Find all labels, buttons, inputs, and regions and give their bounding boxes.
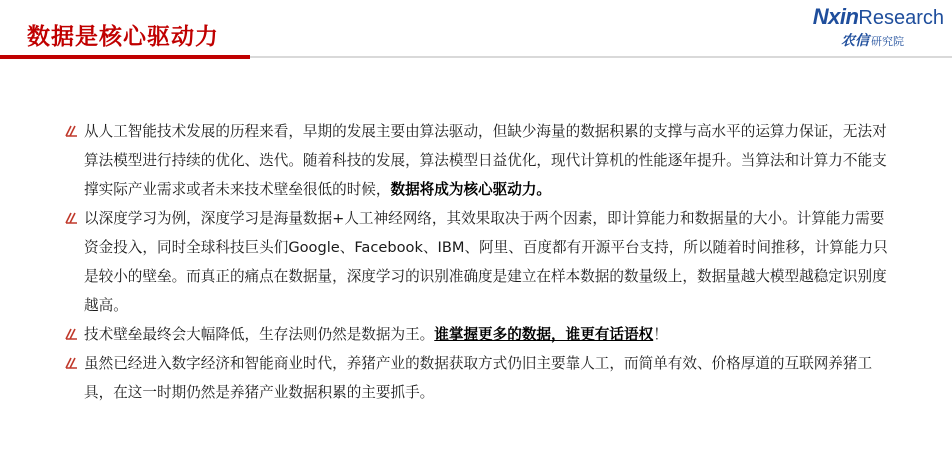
bullet-item-4	[64, 349, 894, 407]
bullet-item-1-emphasis: 数据将成为核心驱动力。	[390, 181, 552, 198]
bullet-item-2-text: 以深度学习为例，深度学习是海量数据+人工神经网络，其效果取决于两个因素，即计算能力和数据量的大小。计算能力需要资金投入，同时全球科技巨头们Google、Facebook、IBM、阿里、百度都有开源平台支持，所以随着时间推移，计算能力只是较小的壁垒。而真正的痛点在数据量，深度学习的识别准确度是建立在样本数据的数量级上，数据量越大模型越稳定识别度越高。	[84, 210, 888, 314]
slanted-lines-bullet-icon	[64, 210, 79, 225]
bullet-item-3-emphasis: 谁掌握更多的数据，谁更有话语权	[434, 326, 654, 343]
logo-cn-label: 研究院	[871, 35, 904, 48]
title-underline-accent	[0, 55, 250, 59]
bullet-item-3	[64, 320, 894, 349]
title-divider	[250, 56, 952, 58]
logo-top-line	[813, 4, 944, 30]
bullet-list	[64, 117, 894, 407]
bullet-item-3-text: 技术壁垒最终会大幅降低，生存法则仍然是数据为王。	[84, 326, 435, 343]
logo-mark: Nxin	[812, 4, 859, 29]
bullet-item-3-tail: ！	[653, 326, 668, 343]
logo-bottom-line	[841, 30, 904, 50]
logo-word: Research	[858, 7, 944, 29]
bullet-item-1	[64, 117, 894, 204]
bullet-item-4-text: 虽然已经进入数字经济和智能商业时代，养猪产业的数据获取方式仍旧主要靠人工，而简单有效、价格厚道的互联网养猪工具，在这一时期仍然是养猪产业数据积累的主要抓手。	[84, 355, 873, 401]
bullet-item-2	[64, 204, 894, 320]
slanted-lines-bullet-icon	[64, 355, 79, 370]
bullet-item-1-text: 从人工智能技术发展的历程来看，早期的发展主要由算法驱动，但缺少海量的数据积累的支撑与高水平的运算力保证，无法对算法模型进行持续的优化、迭代。随着科技的发展，算法模型日益优化，现代计算机的性能逐年提升。当算法和计算力不能支撑实际产业需求或者未来技术壁垒很低的时候，	[84, 123, 887, 198]
slanted-lines-bullet-icon	[64, 326, 79, 341]
logo-cn-brand: 农信	[841, 33, 869, 49]
slanted-lines-bullet-icon	[64, 123, 79, 138]
page-title: 数据是核心驱动力	[27, 24, 219, 50]
nxin-research-logo	[794, 4, 944, 48]
